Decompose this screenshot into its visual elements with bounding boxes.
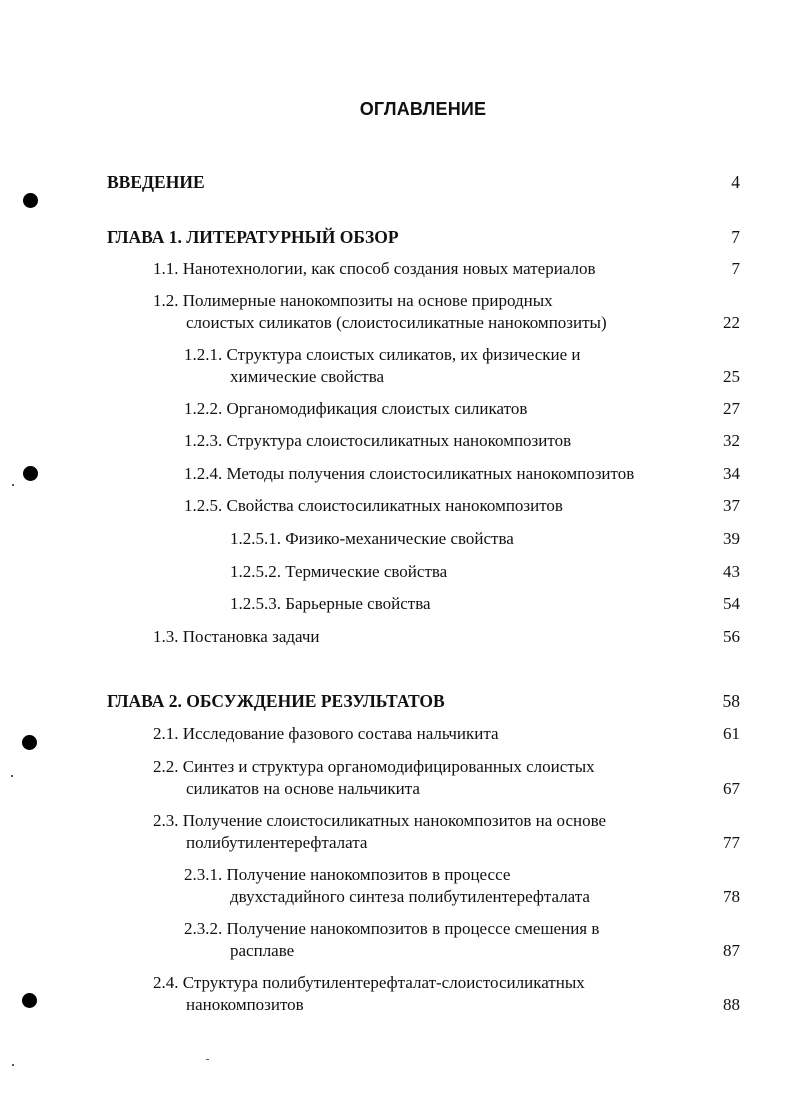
toc-page-number: 37 bbox=[723, 496, 740, 515]
toc-page-number: 78 bbox=[723, 887, 740, 906]
scan-speck bbox=[206, 1059, 209, 1060]
toc-entry-text-cont: нанокомпозитов bbox=[186, 995, 304, 1014]
toc-entry-text: 1.2. Полимерные нанокомпозиты на основе природных bbox=[153, 291, 553, 310]
toc-page-number: 77 bbox=[723, 833, 740, 852]
toc-entry-text: 1.2.4. Методы получения слоистосиликатных нанокомпозитов bbox=[184, 464, 635, 483]
toc-page-number: 34 bbox=[723, 464, 740, 483]
toc-entry-text: ВВЕДЕНИЕ bbox=[107, 172, 205, 192]
toc-page-number: 87 bbox=[723, 941, 740, 960]
page-title: ОГЛАВЛЕНИЕ bbox=[359, 99, 487, 119]
toc-entry-text: 2.2. Синтез и структура органомодифицированных слоистых bbox=[153, 757, 595, 776]
toc-page-number: 22 bbox=[723, 313, 740, 332]
toc-entry-text: 2.1. Исследование фазового состава нальчикита bbox=[153, 724, 499, 743]
toc-page-number: 7 bbox=[731, 227, 740, 247]
binder-hole bbox=[22, 993, 37, 1008]
toc-entry-text-cont: слоистых силикатов (слоистосиликатные нанокомпозиты) bbox=[186, 313, 607, 332]
toc-entry-text: 1.2.5. Свойства слоистосиликатных нанокомпозитов bbox=[184, 496, 563, 515]
toc-page-number: 67 bbox=[723, 779, 740, 798]
toc-page-number: 7 bbox=[731, 259, 740, 278]
binder-hole bbox=[23, 193, 38, 208]
toc-page-number: 56 bbox=[723, 627, 740, 646]
toc-page-number: 4 bbox=[731, 172, 740, 192]
toc-page-number: 39 bbox=[723, 529, 740, 548]
toc-entry-text: 2.4. Структура полибутилентерефталат-слоистосиликатных bbox=[153, 973, 585, 992]
toc-entry-text: 1.2.5.2. Термические свойства bbox=[230, 562, 448, 581]
toc-entry-text: 2.3.1. Получение нанокомпозитов в процессе bbox=[184, 865, 511, 884]
toc-entry-text: 1.2.3. Структура слоистосиликатных нанокомпозитов bbox=[184, 431, 572, 450]
toc-page-number: 27 bbox=[723, 399, 740, 418]
scan-speck bbox=[11, 775, 13, 777]
toc-page-number: 61 bbox=[723, 724, 740, 743]
toc-page-number: 25 bbox=[723, 367, 740, 386]
toc-entry-text: 2.3. Получение слоистосиликатных нанокомпозитов на основе bbox=[153, 811, 607, 830]
toc-entry-text: 1.2.5.3. Барьерные свойства bbox=[230, 594, 431, 613]
toc-page-number: 58 bbox=[722, 691, 740, 711]
toc-entry-text-cont: химические свойства bbox=[230, 367, 385, 386]
toc-entry-text: 1.2.5.1. Физико-механические свойства bbox=[230, 529, 514, 548]
binder-hole bbox=[23, 466, 38, 481]
toc-entry-text-cont: полибутилентерефталата bbox=[186, 833, 368, 852]
toc-page-number: 32 bbox=[723, 431, 740, 450]
toc-entry-text: 2.3.2. Получение нанокомпозитов в процессе смешения в bbox=[184, 919, 600, 938]
toc-entry-text-cont: силикатов на основе нальчикита bbox=[186, 779, 420, 798]
toc-entry-text-cont: двухстадийного синтеза полибутилентерефталата bbox=[230, 887, 590, 906]
scan-speck bbox=[12, 484, 14, 486]
toc-entry-text: 1.2.1. Структура слоистых силикатов, их физические и bbox=[184, 345, 581, 364]
binder-hole bbox=[22, 735, 37, 750]
scan-speck bbox=[12, 1064, 14, 1066]
toc-entry-text: ГЛАВА 2. ОБСУЖДЕНИЕ РЕЗУЛЬТАТОВ bbox=[107, 691, 445, 711]
toc-entry-text-cont: расплаве bbox=[230, 941, 295, 960]
toc-page-number: 88 bbox=[723, 995, 740, 1014]
toc-entry-text: ГЛАВА 1. ЛИТЕРАТУРНЫЙ ОБЗОР bbox=[107, 227, 399, 247]
toc-page-number: 54 bbox=[723, 594, 740, 613]
toc-page-number: 43 bbox=[723, 562, 740, 581]
toc-entry-text: 1.3. Постановка задачи bbox=[153, 627, 320, 646]
toc-entry-text: 1.2.2. Органомодификация слоистых силикатов bbox=[184, 399, 528, 418]
toc-entry-text: 1.1. Нанотехнологии, как способ создания новых материалов bbox=[153, 259, 596, 278]
